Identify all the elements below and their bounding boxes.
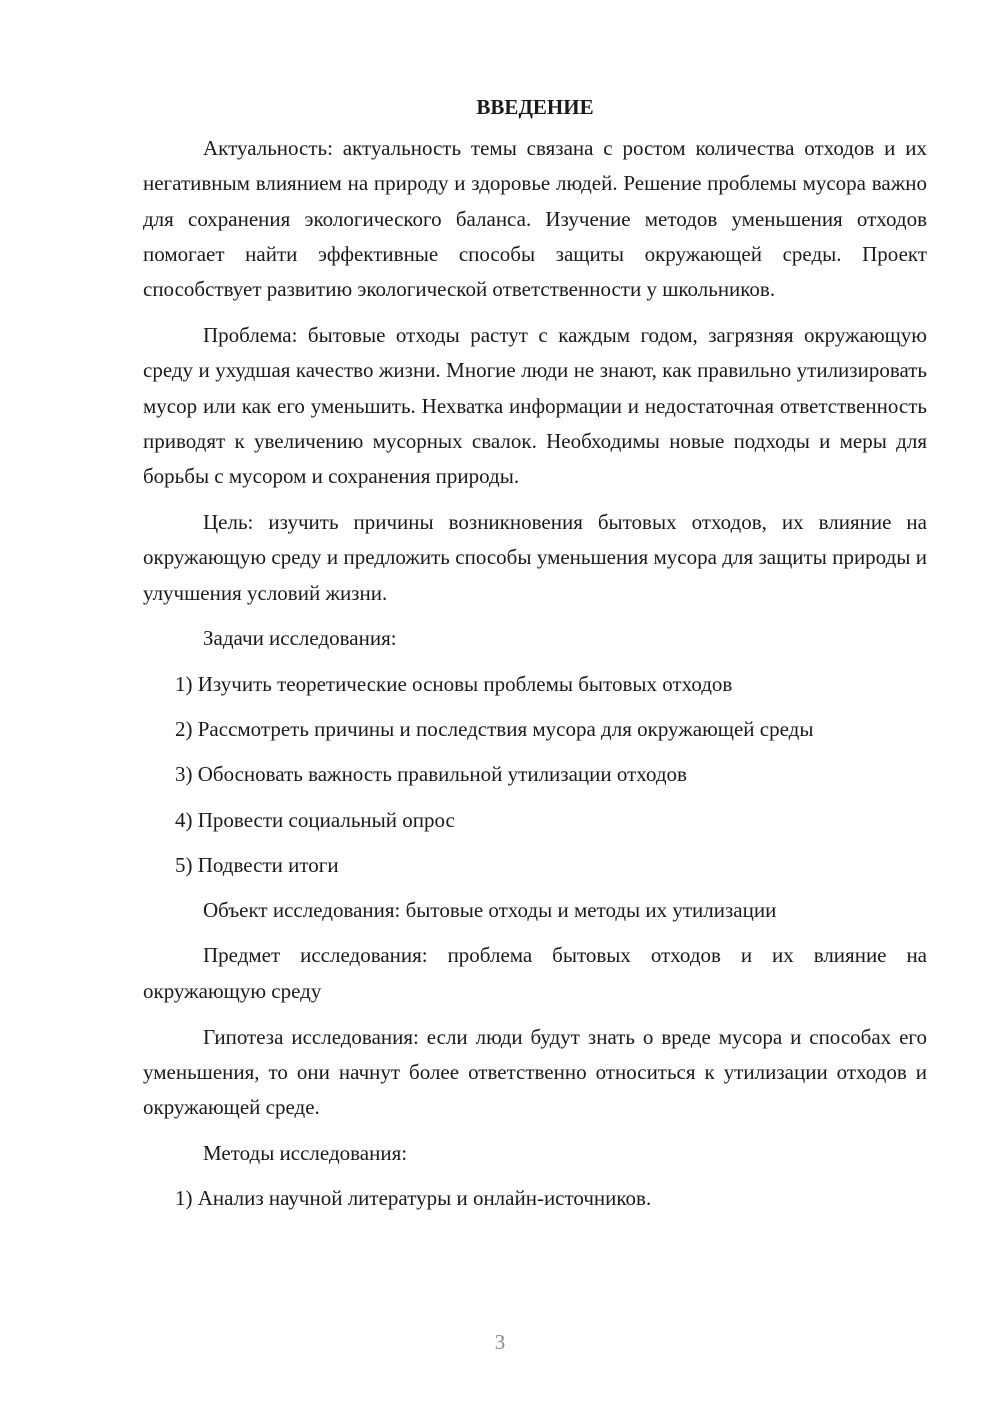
list-item: 4) Провести социальный опрос <box>175 807 455 832</box>
paragraph-hypothesis: Гипотеза исследования: если люди будут знать о вреде мусора и способах его уменьшения, то они начнут более ответственно относиться к утилизации отходов и окружающей среде. <box>143 1024 927 1120</box>
paragraph-object: Объект исследования: бытовые отходы и методы их утилизации <box>203 898 777 923</box>
paragraph-goal: Цель: изучить причины возникновения бытовых отходов, их влияние на окружающую среду и предложить способы уменьшения мусора для защиты природы и улучшения условий жизни. <box>143 509 927 605</box>
list-item: 1) Изучить теоретические основы проблемы бытовых отходов <box>175 671 733 696</box>
list-item: 3) Обосновать важность правильной утилизации отходов <box>175 762 687 787</box>
document-page <box>143 90 927 1227</box>
page-number: 3 <box>494 1330 506 1354</box>
methods-list <box>143 1181 927 1216</box>
paragraph-relevance: Актуальность: актуальность темы связана с ростом количества отходов и их негативным влиянием на природу и здоровье людей. Решение проблемы мусора важно для сохранения экологического баланса. Изучение методов уменьшения отходов помогает найти эффективные способы защиты окружающей среды. Проект способствует развитию экологической ответственности у школьников. <box>143 136 927 302</box>
page-title: ВВЕДЕНИЕ <box>476 95 594 119</box>
paragraph-problem: Проблема: бытовые отходы растут с каждым годом, загрязняя окружающую среду и ухудшая качество жизни. Многие люди не знают, как правильно утилизировать мусор или как его уменьшить. Нехватка информации и недостаточная ответственность приводят к увеличению мусорных свалок. Необходимы новые подходы и меры для борьбы с мусором и сохранения природы. <box>143 322 927 489</box>
paragraph-subject: Предмет исследования: проблема бытовых отходов и их влияние на окружающую среду <box>143 943 927 1003</box>
methods-heading: Методы исследования: <box>203 1140 408 1165</box>
list-item: 5) Подвести итоги <box>175 852 339 877</box>
tasks-list <box>143 667 927 883</box>
list-item: 2) Рассмотреть причины и последствия мусора для окружающей среды <box>175 716 814 741</box>
list-item: 1) Анализ научной литературы и онлайн-источников. <box>175 1186 652 1211</box>
tasks-heading: Задачи исследования: <box>203 626 397 651</box>
